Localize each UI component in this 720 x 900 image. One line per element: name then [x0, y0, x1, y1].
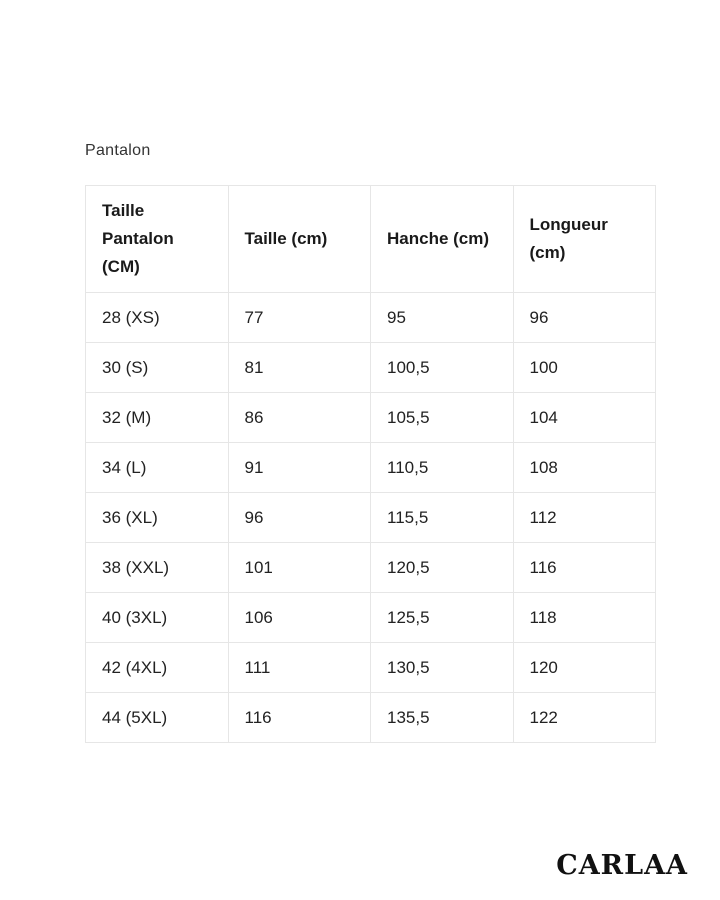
table-row — [86, 693, 656, 743]
cell-hip: 115,5 — [371, 493, 514, 543]
cell-length: 122 — [513, 693, 656, 743]
cell-length: 96 — [513, 293, 656, 343]
cell-length: 100 — [513, 343, 656, 393]
table-header-row — [86, 186, 656, 293]
table-row — [86, 443, 656, 493]
cell-waist: 81 — [228, 343, 371, 393]
cell-length: 118 — [513, 593, 656, 643]
header-hip: Hanche (cm) — [371, 186, 514, 293]
table-row — [86, 343, 656, 393]
cell-size: 28 (XS) — [86, 293, 229, 343]
cell-hip: 135,5 — [371, 693, 514, 743]
cell-size: 40 (3XL) — [86, 593, 229, 643]
table-row — [86, 593, 656, 643]
cell-hip: 125,5 — [371, 593, 514, 643]
table-row — [86, 393, 656, 443]
cell-length: 104 — [513, 393, 656, 443]
cell-hip: 105,5 — [371, 393, 514, 443]
cell-waist: 106 — [228, 593, 371, 643]
cell-length: 112 — [513, 493, 656, 543]
cell-size: 38 (XXL) — [86, 543, 229, 593]
table-row — [86, 493, 656, 543]
cell-size: 34 (L) — [86, 443, 229, 493]
cell-waist: 91 — [228, 443, 371, 493]
header-waist: Taille (cm) — [228, 186, 371, 293]
cell-size: 30 (S) — [86, 343, 229, 393]
table-row — [86, 543, 656, 593]
cell-hip: 120,5 — [371, 543, 514, 593]
cell-waist: 96 — [228, 493, 371, 543]
cell-length: 116 — [513, 543, 656, 593]
header-size: Taille Pantalon (CM) — [86, 186, 229, 293]
size-chart-table — [85, 185, 656, 743]
table-row — [86, 643, 656, 693]
cell-waist: 116 — [228, 693, 371, 743]
table-row — [86, 293, 656, 343]
cell-size: 42 (4XL) — [86, 643, 229, 693]
cell-size: 44 (5XL) — [86, 693, 229, 743]
cell-hip: 100,5 — [371, 343, 514, 393]
cell-size: 36 (XL) — [86, 493, 229, 543]
cell-waist: 111 — [228, 643, 371, 693]
cell-hip: 130,5 — [371, 643, 514, 693]
brand-logo: CARLAA — [556, 850, 688, 881]
header-length: Longueur (cm) — [513, 186, 656, 293]
cell-hip: 95 — [371, 293, 514, 343]
cell-length: 120 — [513, 643, 656, 693]
cell-length: 108 — [513, 443, 656, 493]
cell-waist: 86 — [228, 393, 371, 443]
cell-size: 32 (M) — [86, 393, 229, 443]
section-title: Pantalon — [85, 142, 151, 159]
cell-waist: 101 — [228, 543, 371, 593]
cell-waist: 77 — [228, 293, 371, 343]
cell-hip: 110,5 — [371, 443, 514, 493]
